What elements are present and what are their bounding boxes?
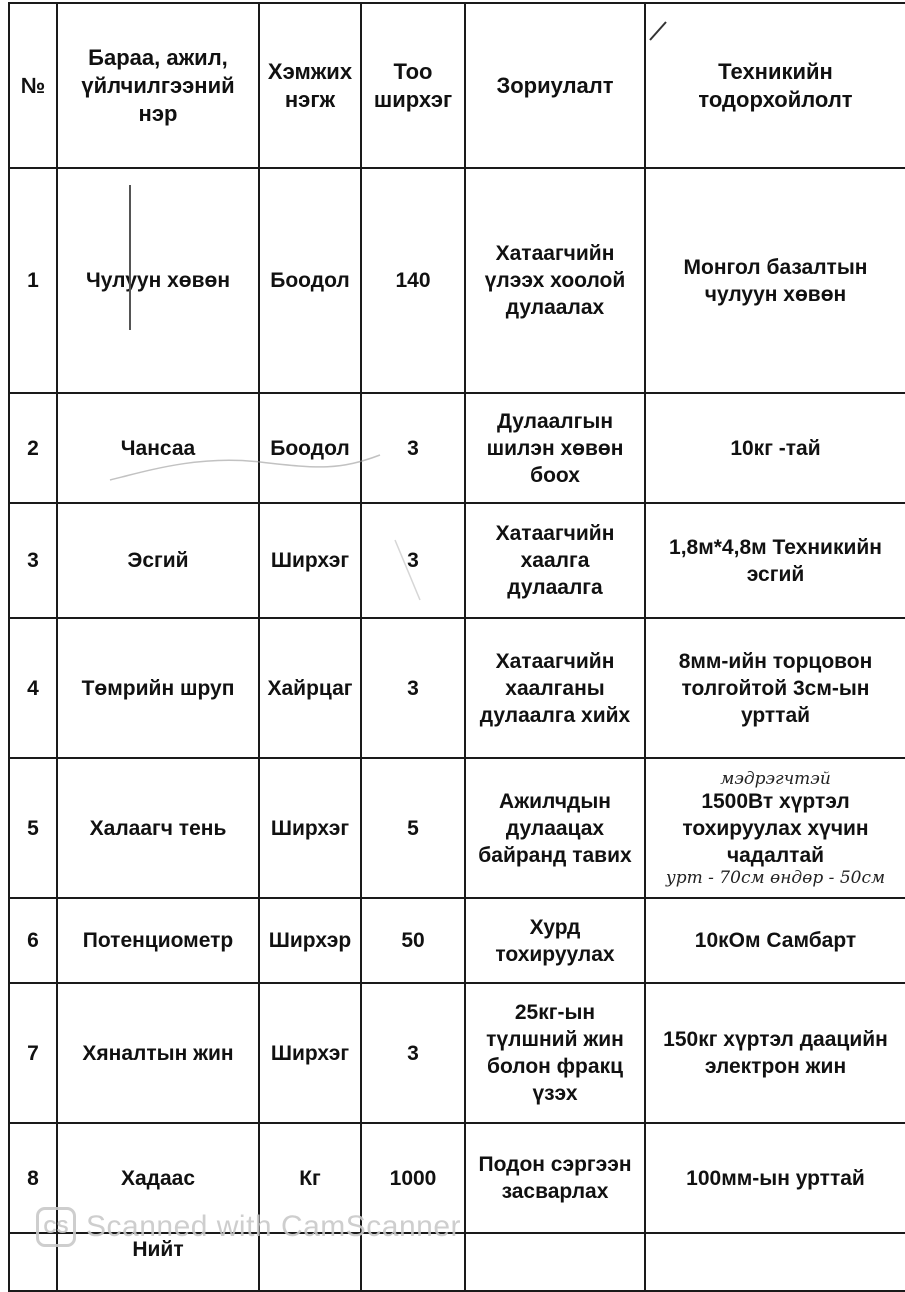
cell-unit: Хайрцаг xyxy=(259,618,361,758)
cell-unit: Ширхэр xyxy=(259,898,361,983)
cell-unit: Боодол xyxy=(259,168,361,393)
total-purpose-cell xyxy=(465,1233,645,1291)
cell-qty: 3 xyxy=(361,983,465,1123)
procurement-table xyxy=(8,2,905,1292)
header-name: Бараа, ажил, үйлчилгээний нэр xyxy=(57,3,259,168)
cell-spec: 1,8м*4,8м Техникийн эсгий xyxy=(645,503,905,618)
cell-spec: 150кг хүртэл даацийн электрон жин xyxy=(645,983,905,1123)
cell-no: 1 xyxy=(9,168,57,393)
table-row xyxy=(9,503,905,618)
cell-purpose: Хурд тохируулах xyxy=(465,898,645,983)
cell-purpose: Хатаагчийн хаалга дулаалга xyxy=(465,503,645,618)
cell-unit: Боодол xyxy=(259,393,361,503)
spec-text: 1500Вт хүртэл тохируулах хүчин чадалтай xyxy=(682,789,869,867)
cell-purpose: Подон сэргээн засварлах xyxy=(465,1123,645,1233)
table-row xyxy=(9,983,905,1123)
header-unit: Хэмжих нэгж xyxy=(259,3,361,168)
cell-name: Чулуун хөвөн xyxy=(57,168,259,393)
cell-qty: 3 xyxy=(361,618,465,758)
total-unit-cell xyxy=(259,1233,361,1291)
cell-qty: 5 xyxy=(361,758,465,898)
header-purpose: Зориулалт xyxy=(465,3,645,168)
cell-qty: 140 xyxy=(361,168,465,393)
total-label: Нийт xyxy=(57,1233,259,1291)
table-row xyxy=(9,393,905,503)
cell-spec: 10кг -тай xyxy=(645,393,905,503)
cell-spec: 100мм-ын урттай xyxy=(645,1123,905,1233)
cell-purpose: Дулаалгын шилэн хөвөн боох xyxy=(465,393,645,503)
handwritten-note-top: мэдрэгчтэй xyxy=(720,768,831,789)
cell-purpose: Ажилчдын дулаацах байранд тавих xyxy=(465,758,645,898)
cell-no: 3 xyxy=(9,503,57,618)
table-row xyxy=(9,618,905,758)
cell-name: Төмрийн шруп xyxy=(57,618,259,758)
handwritten-note-bottom: урт - 70см өндөр - 50см xyxy=(665,867,886,888)
cell-unit: Ширхэг xyxy=(259,758,361,898)
total-no-cell xyxy=(9,1233,57,1291)
cell-qty: 1000 xyxy=(361,1123,465,1233)
header-spec: Техникийн тодорхойлолт xyxy=(645,3,905,168)
cell-no: 6 xyxy=(9,898,57,983)
total-spec-cell xyxy=(645,1233,905,1291)
cell-purpose: Хатаагчийн хаалганы дулаалга хийх xyxy=(465,618,645,758)
table-row xyxy=(9,898,905,983)
cell-spec: Монгол базалтын чулуун хөвөн xyxy=(645,168,905,393)
cell-no: 7 xyxy=(9,983,57,1123)
table-row xyxy=(9,758,905,898)
cell-qty: 3 xyxy=(361,393,465,503)
cell-qty: 3 xyxy=(361,503,465,618)
cell-qty: 50 xyxy=(361,898,465,983)
cell-no: 5 xyxy=(9,758,57,898)
cell-no: 2 xyxy=(9,393,57,503)
watermark-text: Scanned with CamScanner xyxy=(86,1210,462,1243)
cell-spec: 8мм-ийн торцовон толгойтой 3см-ын урттай xyxy=(645,618,905,758)
cell-unit: Ширхэг xyxy=(259,503,361,618)
cell-name: Хяналтын жин xyxy=(57,983,259,1123)
cell-name: Потенциометр xyxy=(57,898,259,983)
cell-name: Чансаа xyxy=(57,393,259,503)
table-row xyxy=(9,1123,905,1233)
camscanner-logo-icon: CS xyxy=(36,1207,76,1247)
cell-unit: Кг xyxy=(259,1123,361,1233)
cell-spec xyxy=(645,758,905,898)
cell-spec: 10кОм Самбарт xyxy=(645,898,905,983)
header-row xyxy=(9,3,905,168)
cell-name: Халаагч тень xyxy=(57,758,259,898)
total-row xyxy=(9,1233,905,1291)
cell-no: 8 xyxy=(9,1123,57,1233)
cell-purpose: Хатаагчийн үлээх хоолой дулаалах xyxy=(465,168,645,393)
cell-name: Хадаас xyxy=(57,1123,259,1233)
cell-no: 4 xyxy=(9,618,57,758)
cell-unit: Ширхэг xyxy=(259,983,361,1123)
header-no: № xyxy=(9,3,57,168)
table-row xyxy=(9,168,905,393)
header-qty: Тоо ширхэг xyxy=(361,3,465,168)
total-qty-cell xyxy=(361,1233,465,1291)
cell-purpose: 25кг-ын түлшний жин болон фракц үзэх xyxy=(465,983,645,1123)
cell-name: Эсгий xyxy=(57,503,259,618)
